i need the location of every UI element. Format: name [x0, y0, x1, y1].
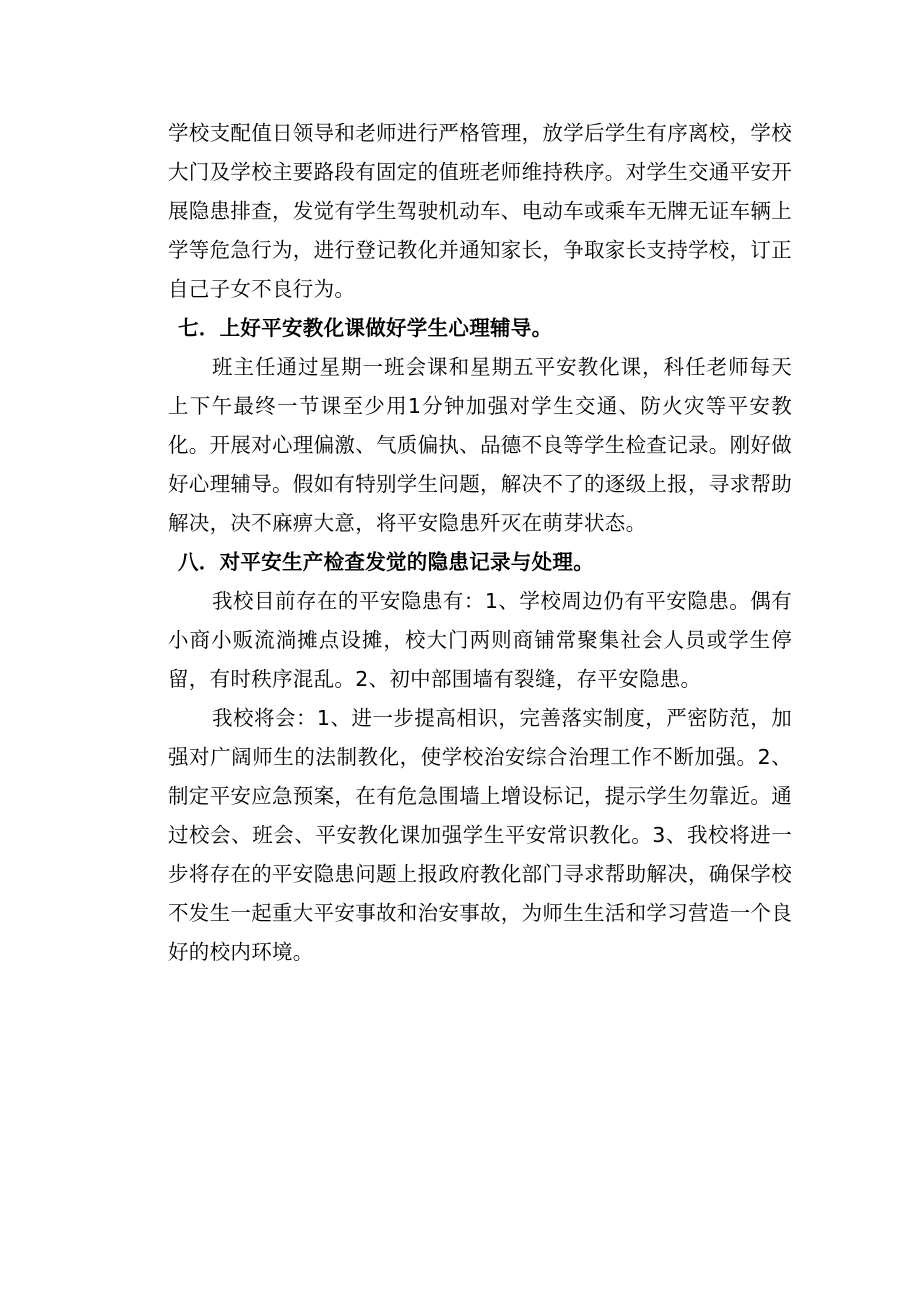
- document-body: [168, 114, 792, 972]
- paragraph-continuation: 学校支配值日领导和老师进行严格管理，放学后学生有序离校，学校大门及学校主要路段有固定的值班老师维持秩序。对学生交通平安开展隐患排查，发觉有学生驾驶机动车、电动车或乘车无牌无证车辆上学等危急行为，进行登记教化并通知家长，争取家长支持学校，订正自己子女不良行为。: [168, 121, 792, 301]
- section-8-heading: 八．对平安生产检查发觉的隐患记录与处理。: [178, 550, 594, 574]
- section-8-paragraph-1: 我校目前存在的平安隐患有：1、学校周边仍有平安隐患。偶有小商小贩流淌摊点设摊，校大门两则商铺常聚集社会人员或学生停留，有时秩序混乱。2、初中部围墙有裂缝，存平安隐患。: [168, 589, 792, 691]
- section-7-heading: 七．上好平安教化课做好学生心理辅导。: [178, 316, 553, 340]
- section-7-paragraph: 班主任通过星期一班会课和星期五平安教化课，科任老师每天上下午最终一节课至少用1分钟加强对学生交通、防火灾等平安教化。开展对心理偏激、气质偏执、品德不良等学生检查记录。刚好做好心理辅导。假如有特别学生问题，解决不了的逐级上报，寻求帮助解决，决不麻痹大意，将平安隐患歼灭在萌芽状态。: [168, 355, 792, 535]
- section-8-paragraph-2: 我校将会：1、进一步提高相识，完善落实制度，严密防范，加强对广阔师生的法制教化，使学校治安综合治理工作不断加强。2、制定平安应急预案，在有危急围墙上增设标记，提示学生勿靠近。通过校会、班会、平安教化课加强学生平安常识教化。3、我校将进一步将存在的平安隐患问题上报政府教化部门寻求帮助解决，确保学校不发生一起重大平安事故和治安事故，为师生生活和学习营造一个良好的校内环境。: [168, 706, 792, 964]
